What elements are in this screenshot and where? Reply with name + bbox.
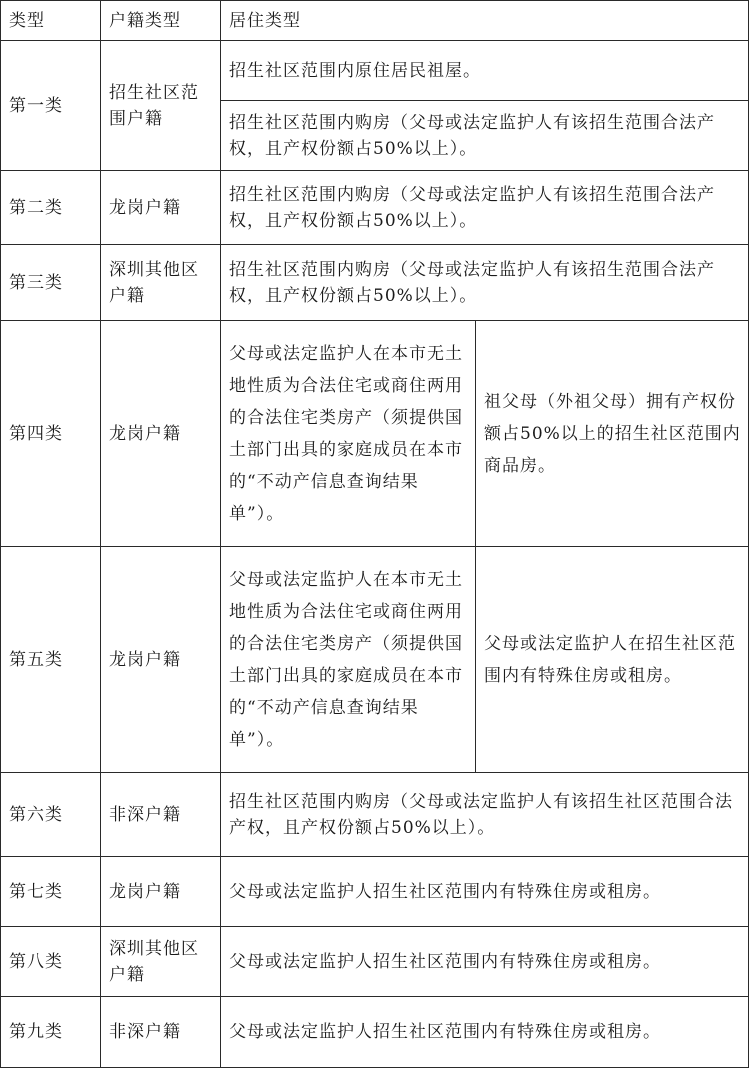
residence-left-cell: 父母或法定监护人在本市无土地性质为合法住宅或商住两用的合法住宅类房产（须提供国土部门出具的家庭成员在本市的“不动产信息查询结果单”）。 bbox=[221, 547, 476, 773]
huji-cell: 龙岗户籍 bbox=[101, 321, 221, 547]
huji-cell: 龙岗户籍 bbox=[101, 171, 221, 245]
category-cell: 第九类 bbox=[1, 997, 101, 1068]
residence-cell: 招生社区范围内购房（父母或法定监护人有该招生社区范围合法产权，且产权份额占50%以上）。 bbox=[221, 773, 749, 857]
huji-cell: 非深户籍 bbox=[101, 773, 221, 857]
header-row bbox=[1, 1, 749, 41]
huji-cell: 非深户籍 bbox=[101, 997, 221, 1068]
table-row bbox=[1, 321, 749, 547]
residence-cell: 招生社区范围内购房（父母或法定监护人有该招生范围合法产权，且产权份额占50%以上）。 bbox=[221, 171, 749, 245]
huji-cell: 深圳其他区户籍 bbox=[101, 927, 221, 997]
table-row bbox=[1, 927, 749, 997]
table-row bbox=[1, 171, 749, 245]
category-cell: 第一类 bbox=[1, 41, 101, 171]
huji-cell: 深圳其他区户籍 bbox=[101, 245, 221, 321]
residence-right-cell: 祖父母（外祖父母）拥有产权份额占50%以上的招生社区范围内商品房。 bbox=[476, 321, 749, 547]
residence-left-cell: 父母或法定监护人在本市无土地性质为合法住宅或商住两用的合法住宅类房产（须提供国土部门出具的家庭成员在本市的“不动产信息查询结果单”）。 bbox=[221, 321, 476, 547]
category-cell: 第八类 bbox=[1, 927, 101, 997]
residence-cell: 父母或法定监护人招生社区范围内有特殊住房或租房。 bbox=[221, 857, 749, 927]
table-row bbox=[1, 547, 749, 773]
category-cell: 第五类 bbox=[1, 547, 101, 773]
table-row bbox=[1, 41, 749, 101]
category-cell: 第四类 bbox=[1, 321, 101, 547]
residence-cell: 招生社区范围内购房（父母或法定监护人有该招生范围合法产权，且产权份额占50%以上）。 bbox=[221, 101, 749, 171]
category-cell: 第六类 bbox=[1, 773, 101, 857]
table-row bbox=[1, 773, 749, 857]
category-cell: 第二类 bbox=[1, 171, 101, 245]
header-category: 类型 bbox=[1, 1, 101, 41]
table-row bbox=[1, 857, 749, 927]
header-residence: 居住类型 bbox=[221, 1, 749, 41]
residence-cell: 父母或法定监护人招生社区范围内有特殊住房或租房。 bbox=[221, 997, 749, 1068]
header-huji: 户籍类型 bbox=[101, 1, 221, 41]
category-cell: 第三类 bbox=[1, 245, 101, 321]
huji-cell: 龙岗户籍 bbox=[101, 547, 221, 773]
residence-cell: 父母或法定监护人招生社区范围内有特殊住房或租房。 bbox=[221, 927, 749, 997]
residence-right-cell: 父母或法定监护人在招生社区范围内有特殊住房或租房。 bbox=[476, 547, 749, 773]
huji-cell: 招生社区范围户籍 bbox=[101, 41, 221, 171]
residence-cell: 招生社区范围内原住居民祖屋。 bbox=[221, 41, 749, 101]
category-cell: 第七类 bbox=[1, 857, 101, 927]
residence-cell: 招生社区范围内购房（父母或法定监护人有该招生范围合法产权，且产权份额占50%以上）。 bbox=[221, 245, 749, 321]
table-row bbox=[1, 245, 749, 321]
huji-cell: 龙岗户籍 bbox=[101, 857, 221, 927]
table-row bbox=[1, 997, 749, 1068]
